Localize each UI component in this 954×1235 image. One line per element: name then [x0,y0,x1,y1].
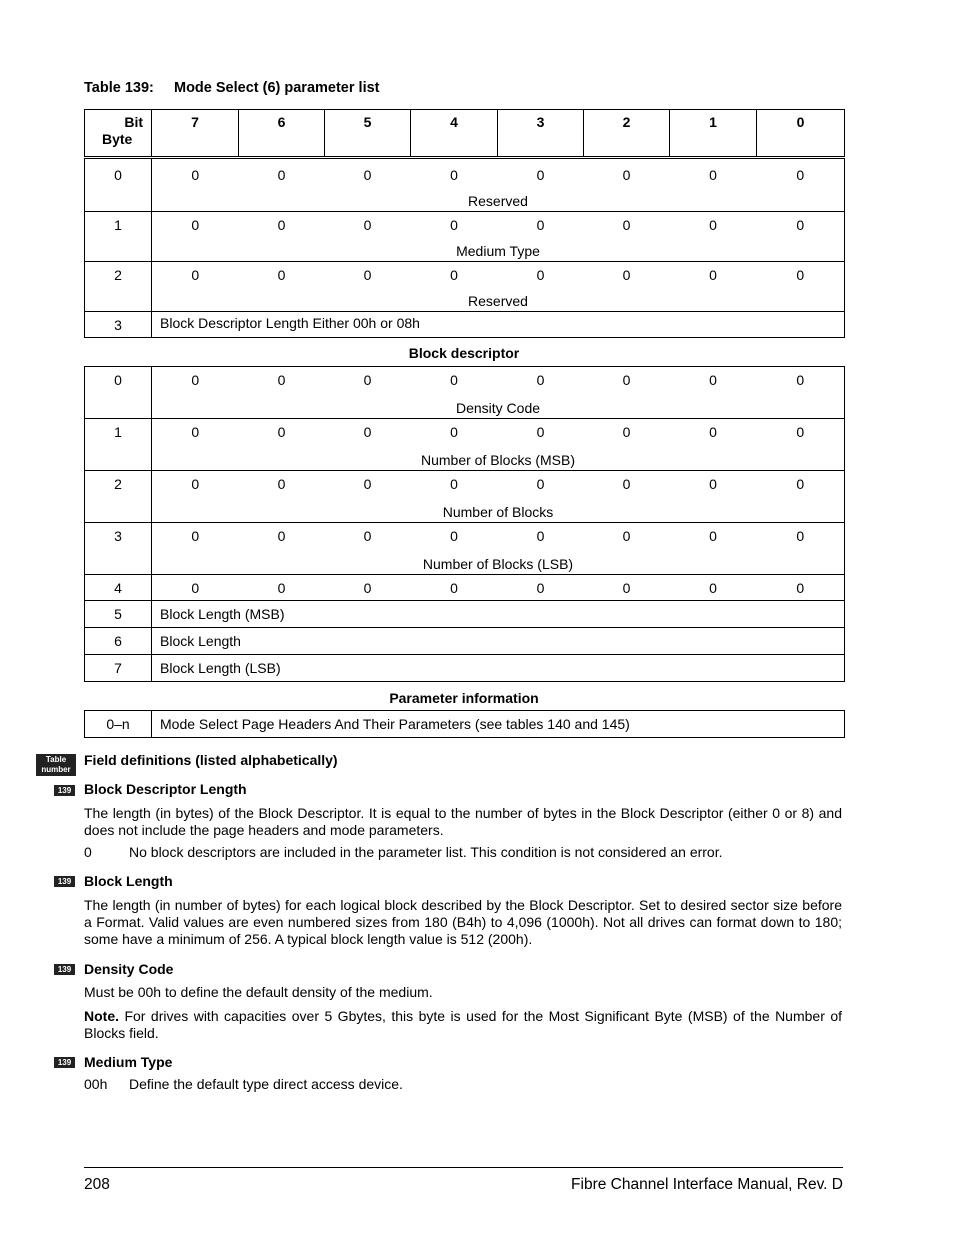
density-code-text: Must be 00h to define the default density of the medium. [84,984,433,1000]
byte-number: 1 [85,212,152,262]
table-row [85,711,845,738]
table-row [85,158,845,194]
field-name: Block Length (LSB) [152,655,845,682]
field-name: Number of Blocks [152,504,845,523]
parameter-information-table [84,710,845,738]
table-row [85,471,845,505]
block-descriptor-title: Block descriptor [408,345,520,361]
byte-number: 2 [85,262,152,312]
table-row [85,523,845,557]
field-name: Number of Blocks (MSB) [152,452,845,471]
field-name: Block Length (MSB) [152,601,845,628]
table-number-badge [36,754,76,776]
byte-number: 4 [85,575,152,601]
table-ref-badge: 139 [54,1057,75,1068]
item-key: 00h [84,1076,108,1092]
bit-value: 0 [239,471,325,505]
table-row [85,367,845,401]
bit-value: 0 [411,523,498,557]
bit-value: 0 [152,262,239,294]
field-name: Block Length [152,628,845,655]
byte-number: 2 [85,471,152,523]
density-code-heading: Density Code [84,961,174,977]
block-descriptor-length-heading: Block Descriptor Length [84,781,247,797]
bit-value: 0 [152,367,239,401]
bit-value: 0 [757,212,845,244]
footer-divider [84,1167,843,1168]
bit-6-header: 6 [239,110,325,158]
bit-value: 0 [584,367,670,401]
badge-line: Table [45,755,67,764]
field-name: Block Descriptor Length Either 00h or 08h [152,312,845,338]
bit-value: 0 [757,575,845,601]
parameter-list-table [84,109,845,338]
byte-number: 3 [85,523,152,575]
table-row [85,655,845,682]
bit-value: 0 [498,367,584,401]
bit-value: 0 [757,158,845,194]
bit-value: 0 [584,212,670,244]
bit-value: 0 [757,419,845,453]
table-row [85,262,845,294]
table-row-field [85,193,845,212]
bit-label: Bit [124,114,143,130]
block-descriptor-table [84,366,845,682]
byte-number: 0–n [85,711,152,738]
bit-4-header: 4 [411,110,498,158]
bit-3-header: 3 [498,110,584,158]
bit-value: 0 [498,419,584,453]
bit-5-header: 5 [325,110,411,158]
bit-value: 0 [584,471,670,505]
bit-7-header: 7 [152,110,239,158]
bit-value: 0 [239,523,325,557]
bit-value: 0 [498,575,584,601]
medium-type-heading: Medium Type [84,1054,173,1070]
bit-value: 0 [152,523,239,557]
bit-value: 0 [757,523,845,557]
bit-value: 0 [239,212,325,244]
bit-value: 0 [325,212,411,244]
table-row [85,212,845,244]
bit-0-header: 0 [757,110,845,158]
bit-value: 0 [757,262,845,294]
bit-value: 0 [498,212,584,244]
table-row-field [85,243,845,262]
byte-number: 1 [85,419,152,471]
bit-value: 0 [584,262,670,294]
page-number: 208 [84,1176,110,1193]
bit-value: 0 [411,158,498,194]
header-row [85,110,845,158]
footer-title: Fibre Channel Interface Manual, Rev. D [571,1176,843,1193]
bit-value: 0 [498,158,584,194]
bit-2-header: 2 [584,110,670,158]
byte-number: 5 [85,601,152,628]
parameter-information-title: Parameter information [389,690,539,706]
table-row [85,312,845,338]
field-name: Medium Type [152,243,845,262]
bit-1-header: 1 [670,110,757,158]
bit-value: 0 [670,523,757,557]
table-number: Table 139: [84,80,154,96]
bit-value: 0 [670,158,757,194]
bit-value: 0 [670,419,757,453]
block-length-text: The length (in number of bytes) for each logical block described by the Block Descriptor. Set to desired sector size before a Format. Valid values are even numbered sizes from 180 (B4h) to 4,096 (1000h). Not all drives can format down to 180; some have a minimum of 256. A typical block length value is 512 (200h). [84,897,842,947]
badge-line: number [41,765,71,774]
bit-value: 0 [584,575,670,601]
table-ref-badge: 139 [54,964,75,975]
table-row [85,575,845,601]
bit-value: 0 [411,575,498,601]
bit-value: 0 [498,523,584,557]
note-label: Note. [84,1008,119,1024]
bit-value: 0 [239,262,325,294]
item-text: No block descriptors are included in the parameter list. This condition is not considered an error. [129,844,723,860]
item-text: Define the default type direct access device. [129,1076,403,1092]
bit-value: 0 [757,367,845,401]
field-name: Reserved [152,193,845,212]
byte-number: 0 [85,158,152,212]
byte-number: 0 [85,367,152,419]
bit-value: 0 [152,471,239,505]
block-descriptor-length-text: The length (in bytes) of the Block Descriptor. It is equal to the number of bytes in the Block Descriptor (either 0 or 8) and does not include the page headers and mode parameters. [84,805,842,838]
bit-value: 0 [411,367,498,401]
byte-number: 3 [85,312,152,338]
bit-value: 0 [411,471,498,505]
table-row-field [85,452,845,471]
bit-value: 0 [152,158,239,194]
byte-number: 7 [85,655,152,682]
note-text: For drives with capacities over 5 Gbytes, this byte is used for the Most Significant Byte (MSB) of the Number of Blocks field. [84,1008,842,1041]
bit-value: 0 [757,471,845,505]
block-length-heading: Block Length [84,873,173,889]
field-name: Density Code [152,400,845,419]
table-row [85,628,845,655]
bit-value: 0 [325,575,411,601]
byte-number: 6 [85,628,152,655]
field-name: Number of Blocks (LSB) [152,556,845,575]
bit-value: 0 [498,471,584,505]
bit-value: 0 [239,367,325,401]
bit-value: 0 [325,158,411,194]
bit-value: 0 [152,575,239,601]
table-row-field [85,504,845,523]
bit-value: 0 [584,158,670,194]
bit-value: 0 [670,212,757,244]
bit-value: 0 [325,419,411,453]
bit-value: 0 [670,367,757,401]
table-row-field [85,556,845,575]
table-ref-badge: 139 [54,785,75,796]
block-descriptor-length-item [84,844,723,860]
density-code-note [84,1008,842,1042]
bit-value: 0 [325,523,411,557]
bit-value: 0 [325,367,411,401]
bit-value: 0 [239,575,325,601]
byte-label: Byte [102,131,133,147]
bit-value: 0 [239,419,325,453]
bit-value: 0 [584,523,670,557]
field-name: Reserved [152,293,845,312]
bit-value: 0 [325,262,411,294]
table-caption [84,80,380,96]
table-title: Mode Select (6) parameter list [174,80,380,96]
table-ref-badge: 139 [54,876,75,887]
item-key: 0 [84,844,92,860]
bit-value: 0 [239,158,325,194]
medium-type-item [84,1076,403,1092]
bit-value: 0 [670,575,757,601]
bit-value: 0 [498,262,584,294]
table-row [85,601,845,628]
bit-value: 0 [584,419,670,453]
bit-value: 0 [411,419,498,453]
bit-value: 0 [411,262,498,294]
field-definitions-heading: Field definitions (listed alphabetically) [84,752,338,768]
field-name: Mode Select Page Headers And Their Parameters (see tables 140 and 145) [152,711,845,738]
bit-value: 0 [152,212,239,244]
bit-value: 0 [325,471,411,505]
bit-value: 0 [670,471,757,505]
bit-byte-header [85,110,152,158]
table-row-field [85,400,845,419]
bit-value: 0 [670,262,757,294]
table-row [85,419,845,453]
table-row-field [85,293,845,312]
bit-value: 0 [411,212,498,244]
bit-value: 0 [152,419,239,453]
